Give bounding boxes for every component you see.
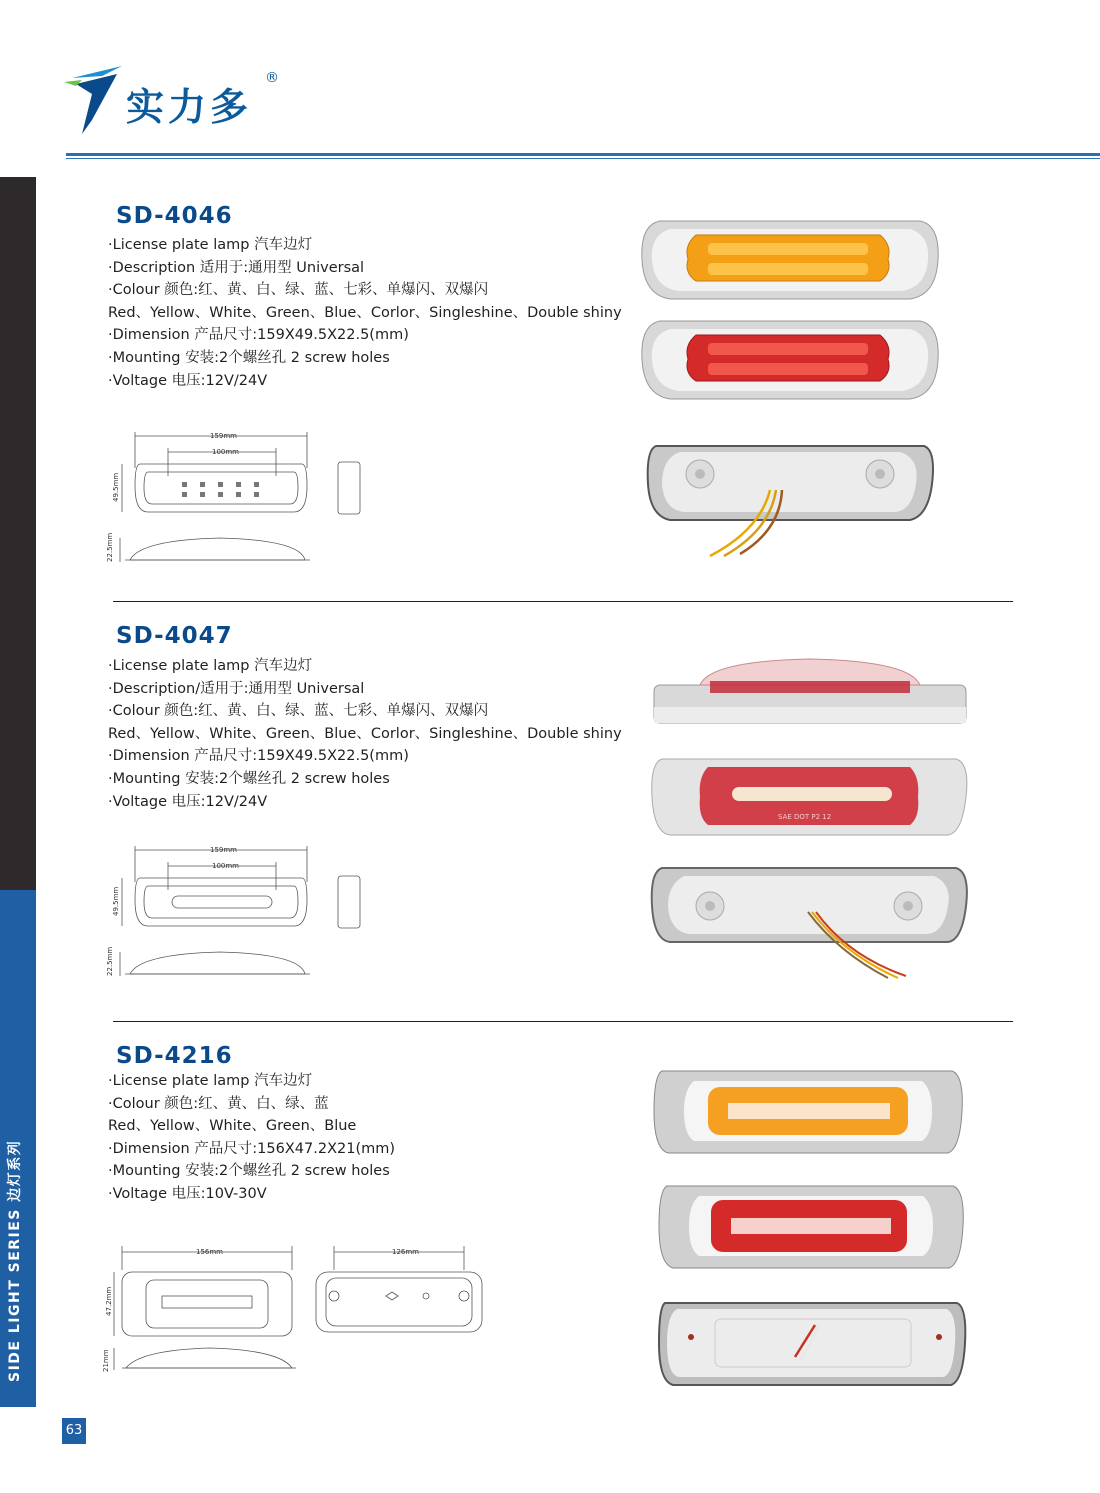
dim-depth: 22.5mm (106, 946, 114, 976)
product-photo-back (640, 440, 940, 560)
dim-length: 159mm (210, 432, 237, 440)
spec-line: ·Description/适用于:通用型 Universal (108, 680, 365, 697)
brand-logo (62, 60, 302, 140)
spec-line: ·Mounting 安装:2个螺丝孔 2 screw holes (108, 349, 390, 366)
spec-line: ·Dimension 产品尺寸:156X47.2X21(mm) (108, 1140, 396, 1157)
spec-line: ·Mounting 安装:2个螺丝孔 2 screw holes (108, 1163, 390, 1180)
product-photo-back (648, 862, 970, 982)
product-photo-side (650, 655, 970, 730)
dim-height: 49.5mm (112, 472, 120, 502)
product-photo-red (640, 315, 940, 405)
dim-height: 49.5mm (112, 886, 120, 916)
series-label: SIDE LIGHT SERIES 边灯系列 (7, 1139, 23, 1382)
spec-line: ·Colour 颜色:红、黄、白、绿、蓝、七彩、单爆闪、双爆闪 (108, 703, 489, 720)
spec-line: ·Dimension 产品尺寸:159X49.5X22.5(mm) (108, 748, 409, 765)
lens-marking: SAE DOT P2 12 (778, 813, 832, 821)
spec-line: ·License plate lamp 汽车边灯 (108, 658, 313, 674)
spec-line: ·License plate lamp 汽车边灯 (108, 1073, 313, 1089)
spec-line: ·Voltage 电压:10V-30V (108, 1185, 267, 1202)
header-rule (66, 153, 1100, 156)
dim-height: 47.2mm (105, 1286, 113, 1316)
technical-drawing (100, 1240, 500, 1375)
product-photo-amber (650, 1065, 965, 1160)
spec-line: Red、Yellow、White、Green、Blue (108, 1118, 357, 1135)
spec-line: ·Voltage 电压:12V/24V (108, 372, 268, 389)
spec-line: ·Colour 颜色:红、黄、白、绿、蓝、七彩、单爆闪、双爆闪 (108, 282, 489, 299)
spec-line: ·License plate lamp 汽车边灯 (108, 237, 313, 253)
brand-reg-mark: ® (265, 70, 279, 86)
technical-drawing (100, 428, 380, 568)
product-specs (108, 655, 622, 813)
dim-length: 156mm (196, 1248, 223, 1256)
sidebar-dark-band (0, 177, 36, 890)
spec-line: Red、Yellow、White、Green、Blue、Corlor、Singleshine、Double shiny (108, 725, 622, 742)
page-number: 63 (62, 1418, 86, 1444)
dim-depth: 21mm (102, 1349, 110, 1372)
product-photo-amber (640, 215, 940, 305)
dim-inner: 100mm (212, 862, 239, 870)
product-photo-red (655, 1180, 965, 1275)
product-specs (108, 1070, 395, 1206)
spec-line: ·Mounting 安装:2个螺丝孔 2 screw holes (108, 770, 390, 787)
dim-length: 159mm (210, 846, 237, 854)
dim-depth: 22.5mm (106, 532, 114, 562)
product-model: SD-4046 (116, 203, 233, 229)
technical-drawing (100, 842, 380, 982)
brand-name: 实力多 (126, 85, 253, 129)
section-divider (113, 1021, 1013, 1022)
spec-line: ·Colour 颜色:红、黄、白、绿、蓝 (108, 1095, 329, 1112)
section-divider (113, 601, 1013, 602)
dim-hole-span: 126mm (392, 1248, 419, 1256)
spec-line: ·Dimension 产品尺寸:159X49.5X22.5(mm) (108, 327, 409, 344)
product-photo-back (655, 1297, 970, 1392)
header-rule-thin (66, 158, 1100, 159)
spec-line: ·Voltage 电压:12V/24V (108, 793, 268, 810)
spec-line: ·Description 适用于:通用型 Universal (108, 259, 365, 276)
logo-mark-icon (62, 60, 132, 140)
product-specs (108, 234, 622, 392)
spec-line: Red、Yellow、White、Green、Blue、Corlor、Singleshine、Double shiny (108, 304, 622, 321)
product-model: SD-4216 (116, 1043, 233, 1069)
dim-inner: 100mm (212, 448, 239, 456)
product-photo-lit (648, 755, 970, 840)
product-model: SD-4047 (116, 623, 233, 649)
